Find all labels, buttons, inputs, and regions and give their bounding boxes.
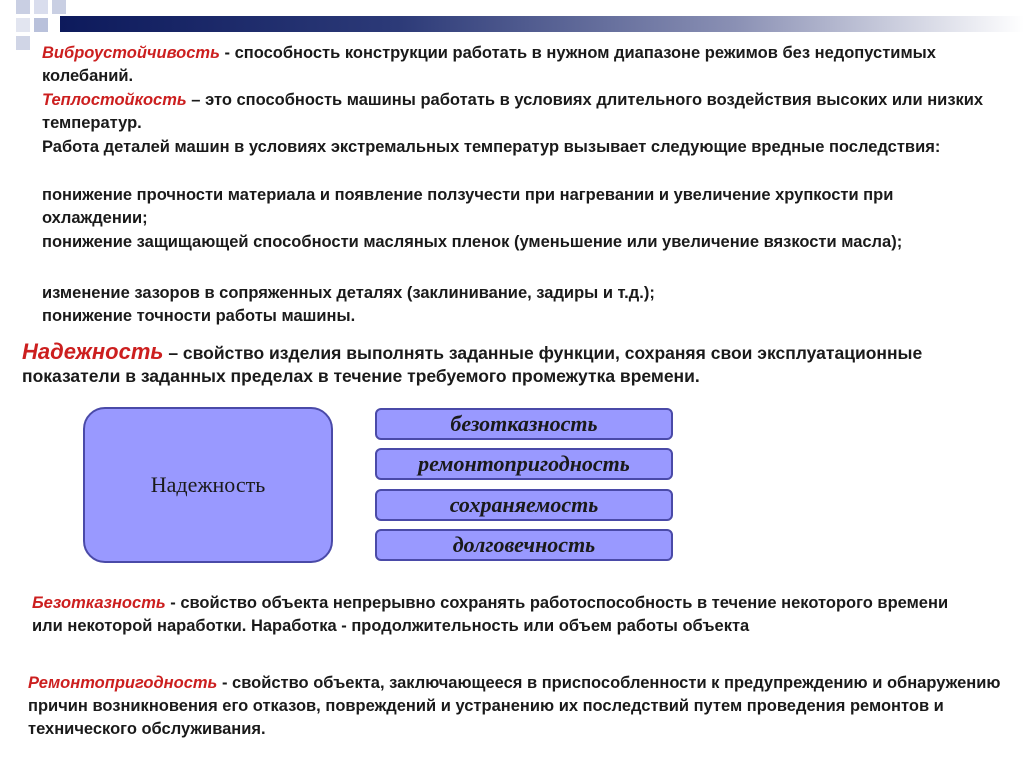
reliability-main-label: Надежность: [150, 472, 266, 497]
vibro-paragraph: [42, 42, 1002, 88]
consequences-intro: Работа деталей машин в условиях экстремальных температур вызывает следующие вредные последствия:: [42, 138, 941, 156]
property-box-bezotkaznost: [375, 408, 673, 440]
decor-square: [34, 18, 48, 32]
property-box-dolgovechnost: [375, 529, 673, 561]
decor-square: [16, 18, 30, 32]
consequence-item: понижение прочности материала и появление ползучести при нагревании и увеличение хрупкости при охлаждении;: [42, 186, 894, 227]
decor-square: [16, 36, 30, 50]
decor-square: [16, 0, 30, 14]
vibro-term: Виброустойчивость: [42, 44, 220, 62]
header-decor-bar: [60, 16, 1024, 32]
reliability-main-box: [83, 407, 333, 563]
bezotk-paragraph: [32, 592, 972, 638]
nadezh-term: Надежность: [22, 339, 164, 364]
property-label: ремонтопригодность: [418, 451, 630, 476]
property-label: долговечность: [452, 532, 596, 557]
nadezh-paragraph: [22, 340, 1012, 388]
remont-definition: - свойство объекта, заключающееся в приспособленности к предупреждению и обнаружению причин возникновения его отказов, повреждений и устранению их последствий путем проведения ремонтов и технического обслуживания.: [28, 674, 1001, 738]
bezotk-definition: - свойство объекта непрерывно сохранять работоспособность в течение некоторого времени или некоторой наработки. Наработка - продолжительность или объем работы объекта: [32, 594, 949, 635]
property-box-sokhranyaemost: [375, 489, 673, 521]
remont-paragraph: [28, 672, 1013, 741]
consequence-item: изменение зазоров в сопряженных деталях (заклинивание, задиры и т.д.);: [42, 284, 655, 302]
remont-term: Ремонтопригодность: [28, 674, 218, 692]
property-label: безотказность: [450, 411, 598, 436]
bezotk-term: Безотказность: [32, 594, 166, 612]
property-box-remontoprigodnost: [375, 448, 673, 480]
consequence-item: понижение точности работы машины.: [42, 307, 356, 325]
nadezh-definition: – свойство изделия выполнять заданные функции, сохраняя свои эксплуатационные показатели в заданных пределах в течение требуемого промежутка времени.: [22, 343, 923, 386]
vibro-definition: - способность конструкции работать в нужном диапазоне режимов без недопустимых колебаний.: [42, 44, 936, 85]
consequence-item: понижение защищающей способности масляных пленок (уменьшение или увеличение вязкости масла);: [42, 233, 903, 251]
teplo-definition: – это способность машины работать в условиях длительного воздействия высоких или низких температур.: [42, 91, 984, 132]
decor-square: [34, 0, 48, 14]
teplo-paragraph: [42, 89, 1002, 135]
teplo-term: Теплостойкость: [42, 91, 187, 109]
decor-square: [52, 0, 66, 14]
property-label: сохраняемость: [449, 492, 599, 517]
